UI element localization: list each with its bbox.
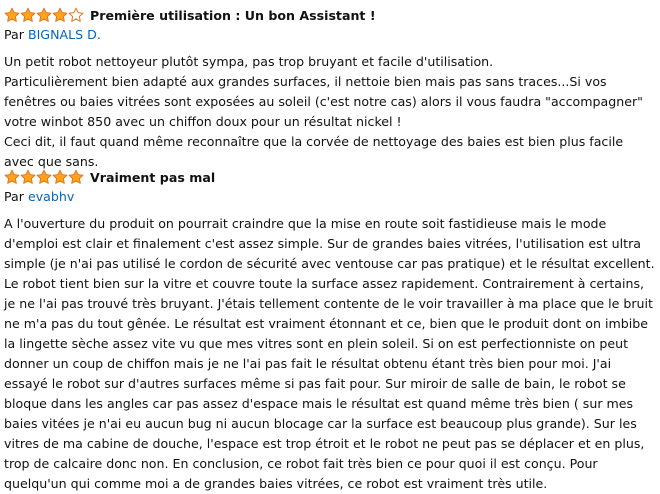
review-byline — [4, 26, 656, 44]
review-title[interactable]: Première utilisation : Un bon Assistant ! — [90, 7, 376, 23]
review-header — [4, 166, 656, 188]
star-filled-icon — [36, 169, 52, 185]
review-paragraph: Un petit robot nettoyeur plutôt sympa, pas trop bruyant et facile d'utilisation. — [4, 54, 494, 69]
star-filled-icon — [4, 169, 20, 185]
review-card — [4, 166, 656, 494]
star-filled-icon — [20, 7, 36, 23]
star-filled-icon — [20, 169, 36, 185]
star-filled-icon — [4, 7, 20, 23]
star-filled-icon — [68, 169, 84, 185]
review-header — [4, 4, 656, 26]
author-link[interactable]: evabhv — [27, 189, 75, 204]
review-title[interactable]: Vraiment pas mal — [90, 169, 216, 185]
by-label: Par — [4, 27, 24, 42]
review-body — [4, 214, 656, 494]
star-filled-icon — [52, 169, 68, 185]
review-paragraph: A l'ouverture du produit on pourrait craindre que la mise en route soit fastidieuse mais le mode d'emploi est clair et finalement c'est assez simple. Sur de grandes baies vitrées, l'utilisation est ultra simple (je n'ai pas utilisé le cordon de sécurité avec ventouse car pas pratique) et le résultat excellent. Le robot tient bien sur la vitre et couvre toute la surface assez rapidement. Contrairement à certains, je ne l'ai pas trouvé très bruyant. J'étais tellement contente de le voir travailler à ma place que le bruit ne m'a pas du tout gênée. Le résultat est vraiment étonnant et ce, bien que le produit dont on imbibe la lingette sèche assez vite vu que mes vitres sont en plein soleil. Si on est perfectionniste on peut donner un coup de chiffon mais je ne l'ai pas fait le résultat obtenu étant très bien pour moi. J'ai essayé le robot sur d'autres surfaces même si pas fait pour. Sur miroir de salle de bain, le robot se bloque dans les angles car pas assez d'espace mais le résultat est quand même très bien ( sur mes baies vitées je n'ai eu aucun bug ni aucun blocage car la surface est beaucoup plus grande). Sur les vitres de ma cabine de douche, l'espace est trop étroit et le robot ne peut pas se déplacer et en plus, trop de calcaire donc non. En conclusion, ce robot fait très bien ce pour quoi il est conçu. Pour quelqu'un qui comme moi a de grandes baies vitrées, ce robot est vraiment très utile. — [4, 216, 655, 491]
review-paragraph: Particulièrement bien adapté aux grandes surfaces, il nettoie bien mais pas sans traces...Si vos fenêtres ou baies vitrées sont exposées au soleil (c'est notre cas) alors il vous faudra "accompagner" votre winbot 850 avec un chiffon doux pour un résultat nickel ! — [4, 74, 643, 129]
star-rating[interactable] — [4, 7, 84, 23]
author-link[interactable]: BIGNALS D. — [27, 27, 101, 42]
review-body — [4, 52, 656, 172]
star-filled-icon — [36, 7, 52, 23]
star-empty-icon — [68, 7, 84, 23]
review-card — [4, 4, 656, 172]
review-byline — [4, 188, 656, 206]
by-label: Par — [4, 189, 24, 204]
review-paragraph: Ceci dit, il faut quand même reconnaître que la corvée de nettoyage des baies est bien plus facile avec que sans. — [4, 134, 624, 169]
star-filled-icon — [52, 7, 68, 23]
star-rating[interactable] — [4, 169, 84, 185]
